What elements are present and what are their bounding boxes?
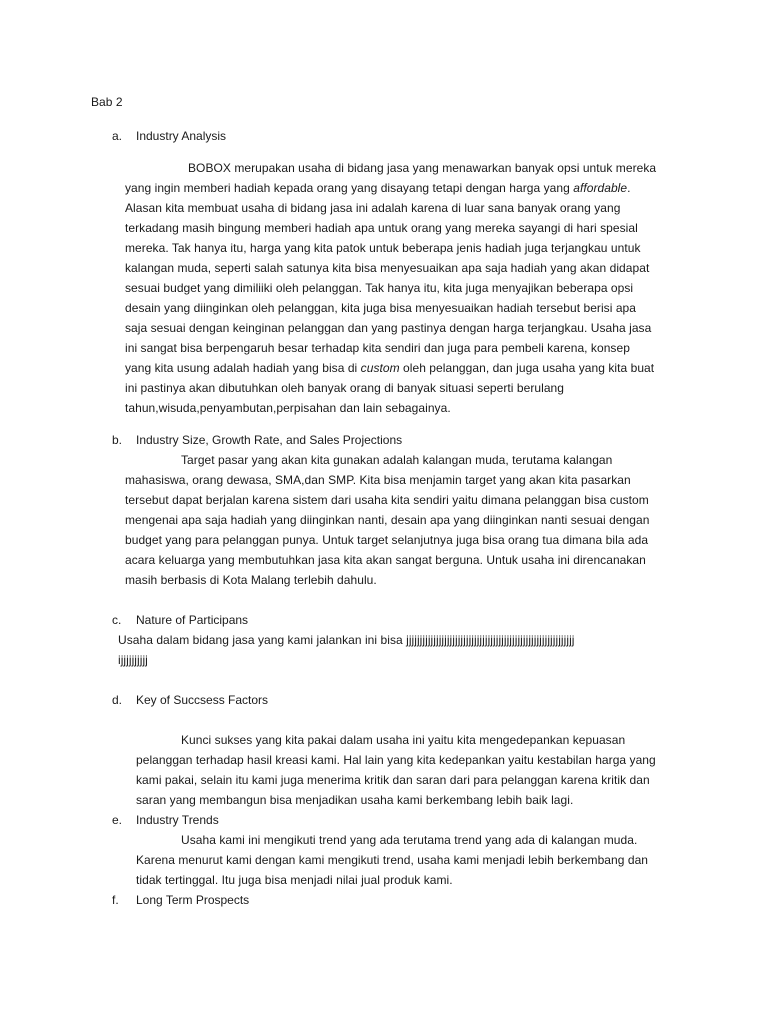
section-a-line: Alasan kita membuat usaha di bidang jasa ini adalah karena di luar sana banyak orang yang <box>125 201 621 215</box>
section-e-line: tidak tertinggal. Itu juga bisa menjadi nilai jual produk kami. <box>136 873 453 887</box>
section-a-line: ini pastinya akan dibutuhkan oleh banyak orang di banyak situasi seperti berulang <box>125 381 565 395</box>
section-d-letter: d. <box>112 693 123 707</box>
section-c-letter: c. <box>112 613 122 627</box>
section-a-line: desain yang diinginkan oleh pelanggan, kita juga bisa menyesuaikan hadiah tersebut berisi apa <box>125 301 637 315</box>
section-b-title: Industry Size, Growth Rate, and Sales Projections <box>136 433 403 447</box>
section-a-line: ini sangat bisa berpengaruh besar terhadap kita sendiri dan juga para pembeli karena, konsep <box>125 341 630 355</box>
section-d-line: saran yang membangun bisa menjadikan usaha kami berkembang lebih baik lagi. <box>136 793 574 807</box>
section-a-letter: a. <box>112 129 123 143</box>
section-d-title: Key of Succsess Factors <box>136 693 269 707</box>
section-c-line: Usaha dalam bidang jasa yang kami jalankan ini bisa jjjjjjjjjjjjjjjjjjjjjjjjjjjjjjjjjjjjjjjjjjjjjjjjjjjjjjjjjjjjjj <box>118 633 575 647</box>
section-a-line: terkadang masih bingung memberi hadiah apa untuk orang yang mereka sayangi di hari spesial <box>125 221 638 235</box>
section-e-line: Usaha kami ini mengikuti trend yang ada terutama trend yang ada di kalangan muda. <box>181 833 638 847</box>
section-e-line: Karena menurut kami dengan kami mengikuti trend, usaha kami menjadi lebih berkembang dan <box>136 853 649 867</box>
section-b-line: mahasiswa, orang dewasa, SMA,dan SMP. Kita bisa menjamin target yang akan kita pasarkan <box>125 473 631 487</box>
section-a-line: yang ingin memberi hadiah kepada orang yang disayang tetapi dengan harga yang affordable. <box>125 181 631 195</box>
section-a-line: tahun,wisuda,penyambutan,perpisahan dan lain sebagainya. <box>125 401 451 415</box>
italic-custom: custom <box>360 361 400 375</box>
section-a-line: kalangan muda, seperti salah satunya kita bisa menyesuaikan apa saja hadiah yang akan didapat <box>125 261 650 275</box>
section-e-letter: e. <box>112 813 123 827</box>
section-a-line: saja sesuai dengan keinginan pelanggan dan yang pastinya dengan harga terjangkau. Usaha jasa <box>125 321 652 335</box>
section-b-line: budget yang para pelanggan punya. Untuk target selanjutnya juga bisa orang tua dimana bila ada <box>125 533 649 547</box>
section-a-title: Industry Analysis <box>136 129 227 143</box>
section-b-heading <box>112 430 402 450</box>
section-a-line: mereka. Tak hanya itu, harga yang kita patok untuk beberapa jenis hadiah juga terjangkau untuk <box>125 241 641 255</box>
section-c-title: Nature of Participans <box>136 613 249 627</box>
section-e-title: Industry Trends <box>136 813 219 827</box>
section-b-line: tersebut dapat berjalan karena sistem dari usaha kita sendiri yaitu dimana pelanggan bisa custom <box>125 493 649 507</box>
section-a-line: BOBOX merupakan usaha di bidang jasa yang menawarkan banyak opsi untuk mereka <box>188 161 657 175</box>
section-f-title: Long Term Prospects <box>136 893 250 907</box>
section-e-heading <box>112 810 219 830</box>
section-f-heading <box>112 890 249 910</box>
section-b-line: mengenai apa saja hadiah yang diinginkan nanti, desain apa yang diinginkan nanti sesuai dengan <box>125 513 650 527</box>
italic-affordable: affordable <box>573 181 628 195</box>
section-d-line: kami pakai, selain itu kami juga menerima kritik dan saran dari para pelanggan karena kritik dan <box>136 773 650 787</box>
section-a-line: yang kita usung adalah hadiah yang bisa di custom oleh pelanggan, dan juga usaha yang kita buat <box>125 361 655 375</box>
section-d-line: pelanggan terhadap hasil kreasi kami. Hal lain yang kita kedepankan yaitu kestabilan harga yang <box>136 753 656 767</box>
section-b-line: acara keluarga yang membutuhkan jasa kita akan sangat berguna. Untuk usaha ini direncanakan <box>125 553 646 567</box>
chapter-title: Bab 2 <box>91 95 123 109</box>
section-b-letter: b. <box>112 433 123 447</box>
section-c-heading <box>112 610 248 630</box>
section-c-line: ijjjjjjjjjj <box>118 653 148 667</box>
section-b-line: Target pasar yang akan kita gunakan adalah kalangan muda, terutama kalangan <box>181 453 613 467</box>
section-a-line: sesuai budget yang dimiliiki oleh pelanggan. Tak hanya itu, kita juga menyajikan beberapa opsi <box>125 281 634 295</box>
section-f-letter: f. <box>112 893 119 907</box>
section-a-heading <box>112 126 226 146</box>
section-d-heading <box>112 690 268 710</box>
section-d-line: Kunci sukses yang kita pakai dalam usaha ini yaitu kita mengedepankan kepuasan <box>181 733 626 747</box>
section-b-line: masih berbasis di Kota Malang terlebih dahulu. <box>125 573 377 587</box>
